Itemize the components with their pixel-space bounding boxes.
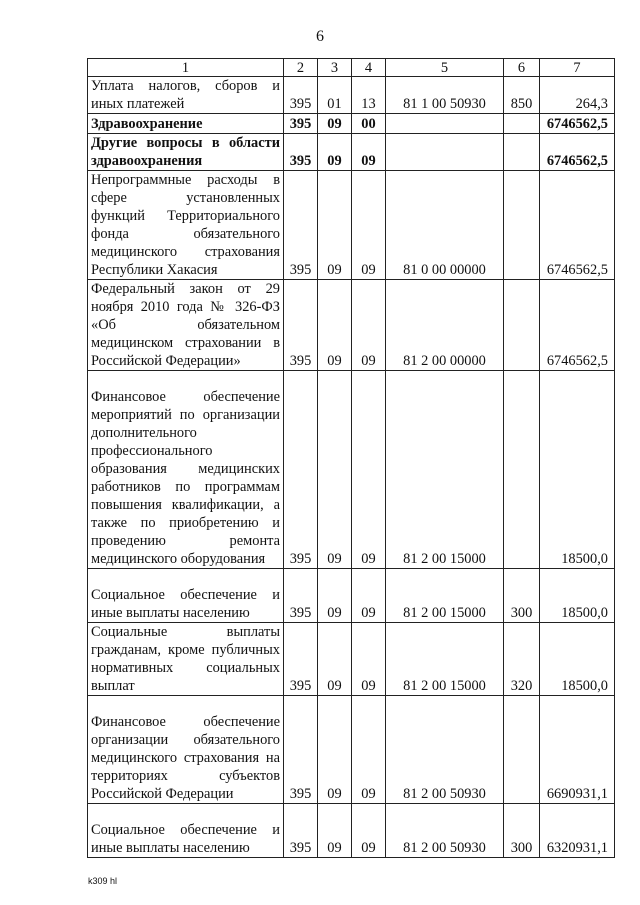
- row-name: Социальные выплаты гражданам, кроме публичных нормативных социальных выплат: [88, 623, 284, 696]
- header-col-4: 4: [352, 59, 386, 77]
- row-subsection: 09: [352, 134, 386, 171]
- row-target-article: [386, 114, 504, 134]
- header-col-5: 5: [386, 59, 504, 77]
- row-admin-code: 395: [284, 696, 318, 804]
- table-row: [88, 623, 615, 696]
- row-target-article: 81 2 00 15000: [386, 569, 504, 623]
- table-row: [88, 114, 615, 134]
- row-amount: 264,3: [540, 77, 615, 114]
- row-amount: 18500,0: [540, 569, 615, 623]
- row-amount: 6746562,5: [540, 171, 615, 280]
- row-amount: 18500,0: [540, 623, 615, 696]
- row-name: Федеральный закон от 29 ноября 2010 года № 326-ФЗ «Об обязательном медицинском страховании в Российской Федерации»: [88, 280, 284, 371]
- row-amount: 6746562,5: [540, 114, 615, 134]
- row-name: Социальное обеспечение и иные выплаты населению: [88, 804, 284, 858]
- row-expense-type: 850: [504, 77, 540, 114]
- row-name: Другие вопросы в области здравоохранения: [88, 134, 284, 171]
- row-amount: 6746562,5: [540, 134, 615, 171]
- row-subsection: 09: [352, 696, 386, 804]
- row-admin-code: 395: [284, 371, 318, 569]
- footer-code: k309 hl: [88, 876, 118, 886]
- row-section: 09: [318, 569, 352, 623]
- row-expense-type: [504, 371, 540, 569]
- row-expense-type: [504, 171, 540, 280]
- table-row: [88, 371, 615, 569]
- row-name: Здравоохранение: [88, 114, 284, 134]
- row-expense-type: [504, 280, 540, 371]
- row-expense-type: [504, 696, 540, 804]
- row-target-article: 81 2 00 15000: [386, 623, 504, 696]
- table-row: [88, 569, 615, 623]
- row-subsection: 09: [352, 371, 386, 569]
- row-section: 09: [318, 171, 352, 280]
- row-amount: 6746562,5: [540, 280, 615, 371]
- row-expense-type: 300: [504, 569, 540, 623]
- row-subsection: 09: [352, 280, 386, 371]
- row-section: 09: [318, 623, 352, 696]
- header-col-3: 3: [318, 59, 352, 77]
- row-target-article: 81 1 00 50930: [386, 77, 504, 114]
- row-expense-type: 320: [504, 623, 540, 696]
- page-number: 6: [316, 28, 324, 45]
- budget-table: [87, 58, 615, 858]
- header-col-2: 2: [284, 59, 318, 77]
- header-col-6: 6: [504, 59, 540, 77]
- row-name: Финансовое обеспечение организации обязательного медицинского страхования на территориях субъектов Российской Федерации: [88, 696, 284, 804]
- row-expense-type: [504, 114, 540, 134]
- row-target-article: 81 2 00 00000: [386, 280, 504, 371]
- row-admin-code: 395: [284, 280, 318, 371]
- row-admin-code: 395: [284, 569, 318, 623]
- row-admin-code: 395: [284, 114, 318, 134]
- table-row: [88, 696, 615, 804]
- row-amount: 18500,0: [540, 371, 615, 569]
- row-section: 09: [318, 371, 352, 569]
- row-subsection: 00: [352, 114, 386, 134]
- header-col-7: 7: [540, 59, 615, 77]
- row-section: 09: [318, 280, 352, 371]
- row-section: 09: [318, 696, 352, 804]
- row-subsection: 09: [352, 569, 386, 623]
- row-target-article: 81 2 00 15000: [386, 371, 504, 569]
- row-admin-code: 395: [284, 171, 318, 280]
- row-section: 09: [318, 804, 352, 858]
- table-row: [88, 280, 615, 371]
- table-header-row: [88, 59, 615, 77]
- table-row: [88, 171, 615, 280]
- row-admin-code: 395: [284, 623, 318, 696]
- row-name: Социальное обеспечение и иные выплаты населению: [88, 569, 284, 623]
- row-amount: 6690931,1: [540, 696, 615, 804]
- row-subsection: 09: [352, 171, 386, 280]
- row-admin-code: 395: [284, 77, 318, 114]
- row-target-article: 81 2 00 50930: [386, 696, 504, 804]
- row-amount: 6320931,1: [540, 804, 615, 858]
- row-name: Непрограммные расходы в сфере установленных функций Территориального фонда обязательного медицинского страхования Республики Хакасия: [88, 171, 284, 280]
- row-admin-code: 395: [284, 134, 318, 171]
- row-expense-type: 300: [504, 804, 540, 858]
- row-admin-code: 395: [284, 804, 318, 858]
- table-row: [88, 134, 615, 171]
- row-subsection: 09: [352, 623, 386, 696]
- row-target-article: 81 0 00 00000: [386, 171, 504, 280]
- row-name: Уплата налогов, сборов и иных платежей: [88, 77, 284, 114]
- row-target-article: 81 2 00 50930: [386, 804, 504, 858]
- row-section: 09: [318, 134, 352, 171]
- row-expense-type: [504, 134, 540, 171]
- row-section: 01: [318, 77, 352, 114]
- table-row: [88, 77, 615, 114]
- row-section: 09: [318, 114, 352, 134]
- table-row: [88, 804, 615, 858]
- row-name: Финансовое обеспечение мероприятий по организации дополнительного профессионального образования медицинских работников по программам повышения квалификации, а также по приобретению и проведению ремонта медицинского оборудования: [88, 371, 284, 569]
- row-target-article: [386, 134, 504, 171]
- row-subsection: 13: [352, 77, 386, 114]
- row-subsection: 09: [352, 804, 386, 858]
- header-col-1: 1: [88, 59, 284, 77]
